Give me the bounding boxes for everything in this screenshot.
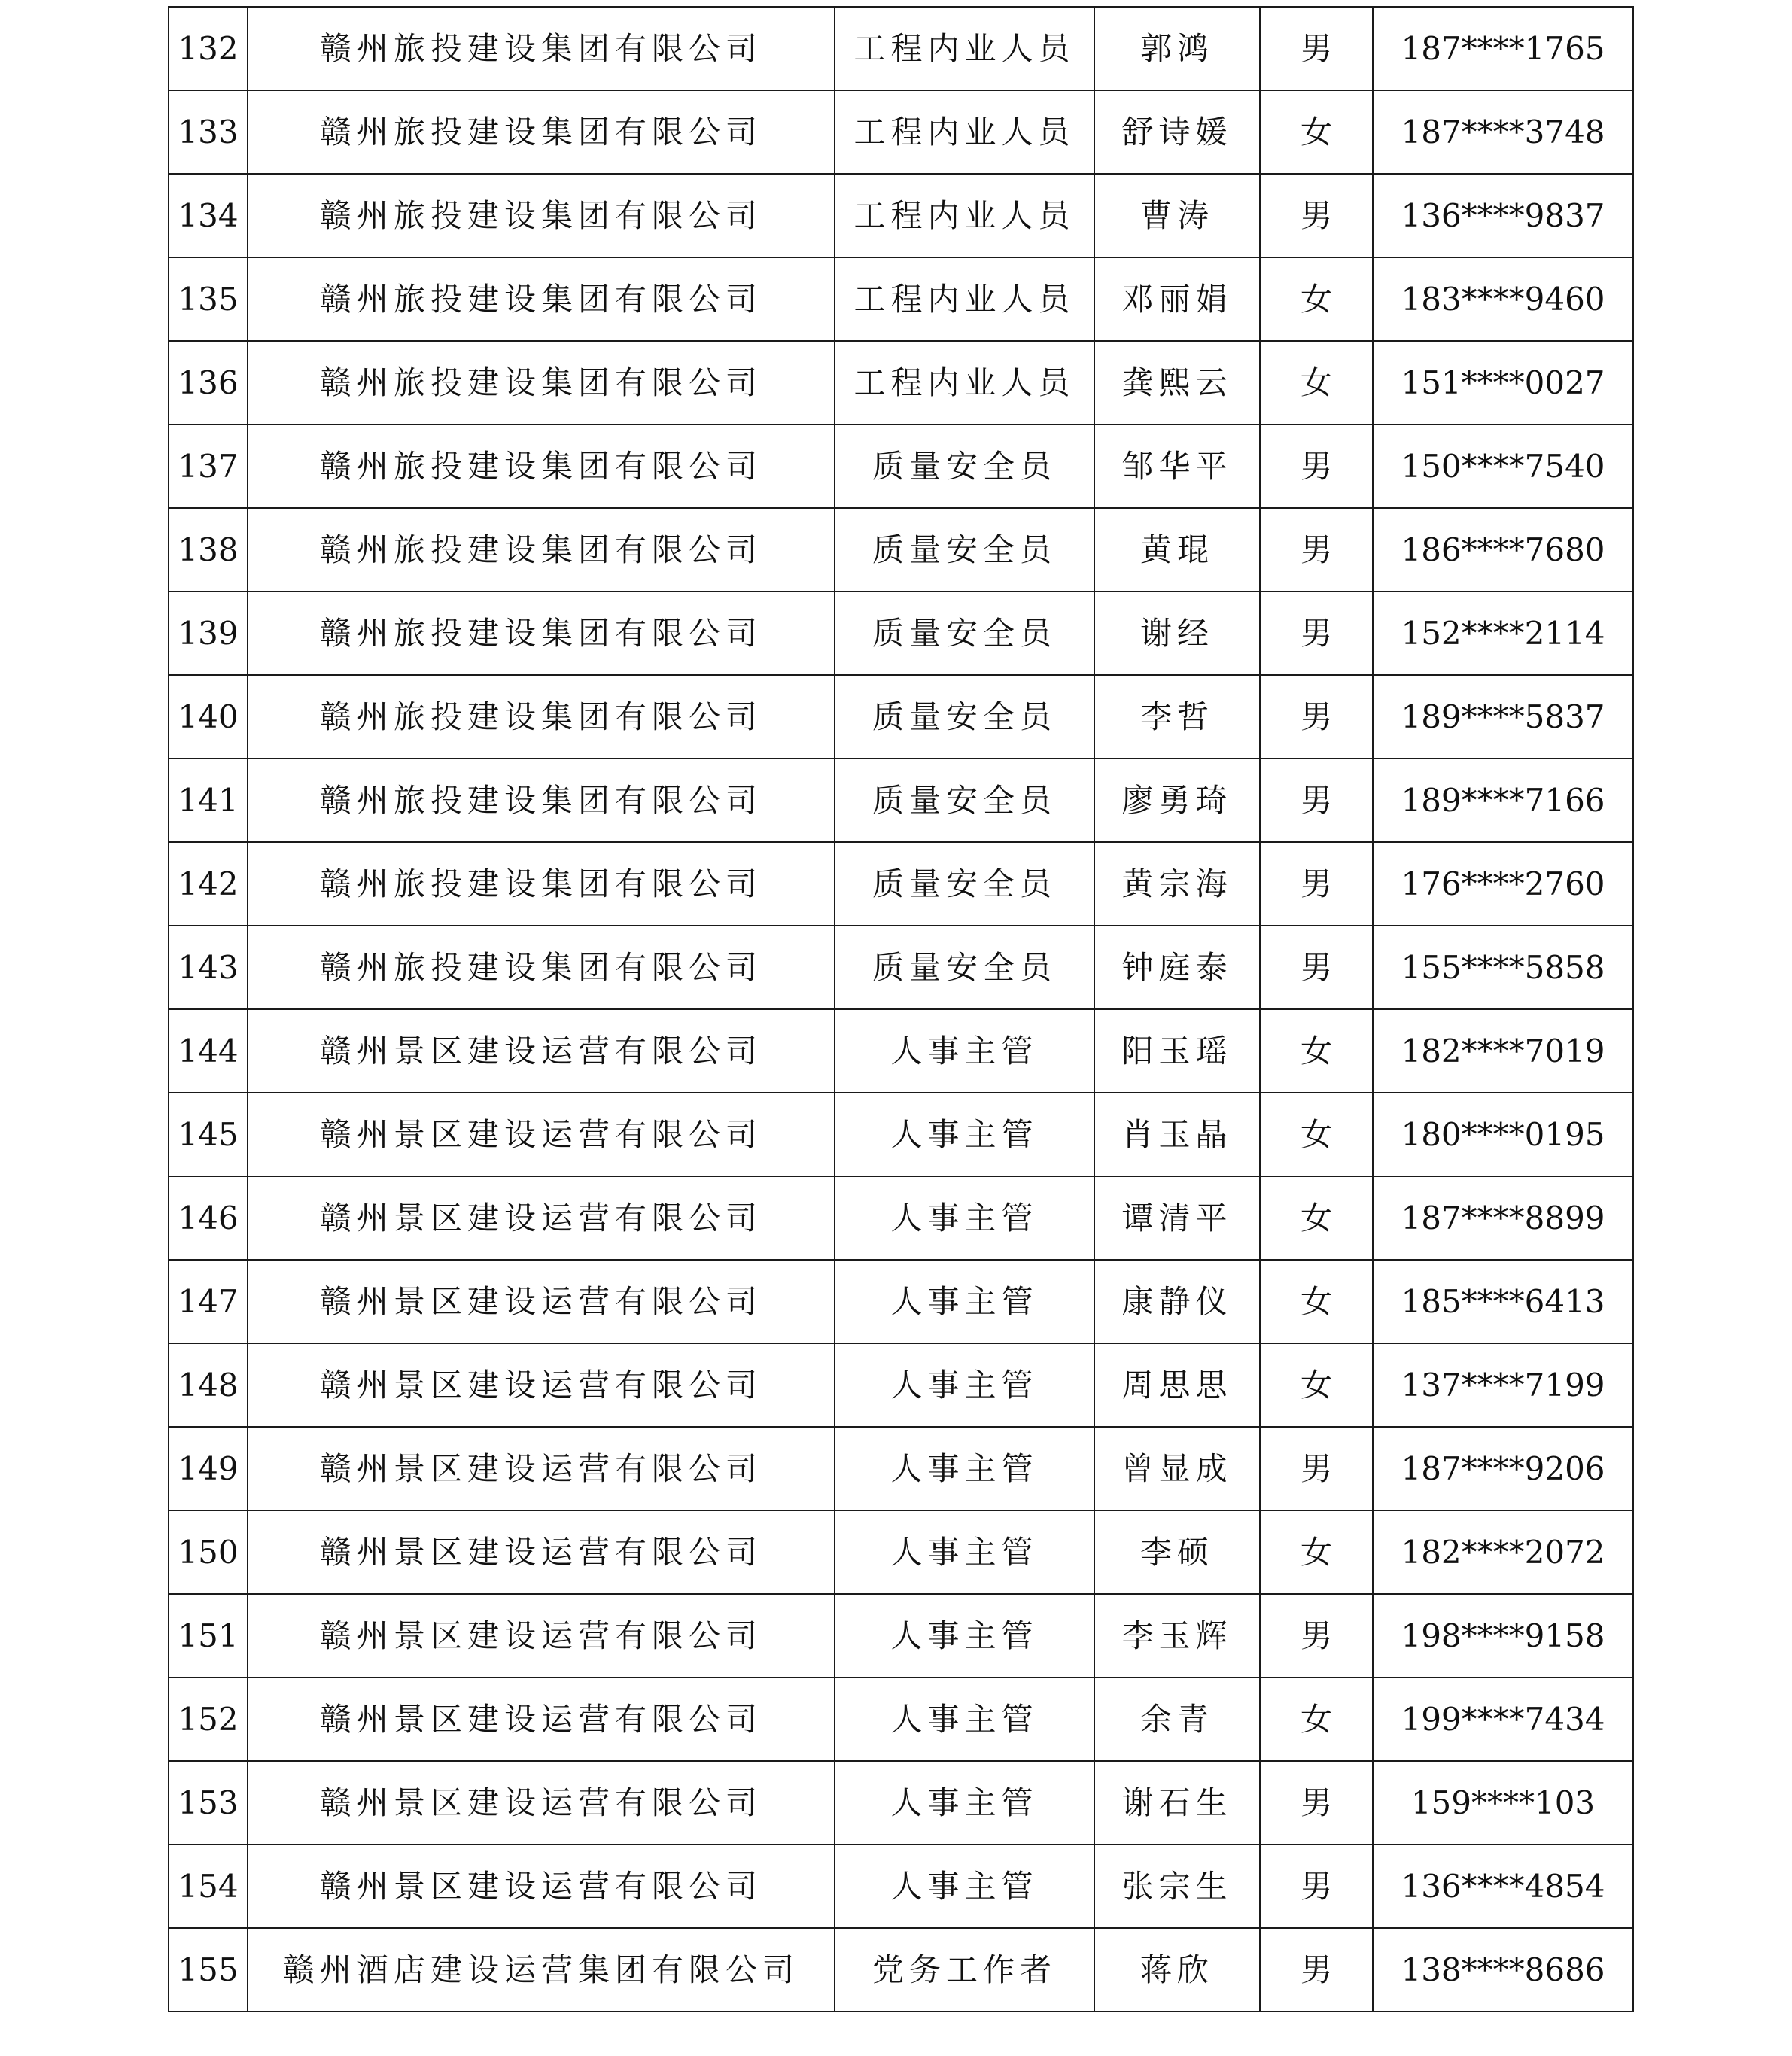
table-row (169, 1176, 1633, 1260)
phone-number-cell: 137****7199 (1373, 1343, 1633, 1427)
row-number-cell: 145 (169, 1093, 248, 1176)
person-name-cell: 谢石生 (1094, 1761, 1260, 1845)
person-name-cell: 周思思 (1094, 1343, 1260, 1427)
phone-number-cell: 180****0195 (1373, 1093, 1633, 1176)
table-row (169, 1427, 1633, 1510)
person-name-cell: 廖勇琦 (1094, 759, 1260, 842)
phone-number-cell: 198****9158 (1373, 1594, 1633, 1677)
table-row (169, 592, 1633, 675)
row-number-cell: 140 (169, 675, 248, 759)
phone-number-cell: 182****2072 (1373, 1510, 1633, 1594)
gender-cell: 男 (1260, 508, 1373, 592)
row-number-cell: 148 (169, 1343, 248, 1427)
company-name-cell: 赣州旅投建设集团有限公司 (248, 759, 835, 842)
position-title-cell: 质量安全员 (835, 675, 1094, 759)
table-row (169, 1260, 1633, 1343)
company-name-cell: 赣州旅投建设集团有限公司 (248, 257, 835, 341)
table-row (169, 90, 1633, 174)
row-number-cell: 153 (169, 1761, 248, 1845)
company-name-cell: 赣州景区建设运营有限公司 (248, 1845, 835, 1928)
company-name-cell: 赣州旅投建设集团有限公司 (248, 7, 835, 90)
person-name-cell: 钟庭泰 (1094, 926, 1260, 1009)
person-name-cell: 阳玉瑶 (1094, 1009, 1260, 1093)
position-title-cell: 质量安全员 (835, 508, 1094, 592)
row-number-cell: 146 (169, 1176, 248, 1260)
person-name-cell: 谭清平 (1094, 1176, 1260, 1260)
phone-number-cell: 150****7540 (1373, 424, 1633, 508)
company-name-cell: 赣州景区建设运营有限公司 (248, 1594, 835, 1677)
position-title-cell: 人事主管 (835, 1093, 1094, 1176)
gender-cell: 男 (1260, 1761, 1373, 1845)
phone-number-cell: 176****2760 (1373, 842, 1633, 926)
company-name-cell: 赣州景区建设运营有限公司 (248, 1260, 835, 1343)
phone-number-cell: 159****103 (1373, 1761, 1633, 1845)
gender-cell: 男 (1260, 424, 1373, 508)
position-title-cell: 人事主管 (835, 1260, 1094, 1343)
gender-cell: 男 (1260, 1845, 1373, 1928)
table-row (169, 1845, 1633, 1928)
table-row (169, 842, 1633, 926)
company-name-cell: 赣州旅投建设集团有限公司 (248, 842, 835, 926)
row-number-cell: 133 (169, 90, 248, 174)
company-name-cell: 赣州景区建设运营有限公司 (248, 1761, 835, 1845)
person-name-cell: 肖玉晶 (1094, 1093, 1260, 1176)
gender-cell: 男 (1260, 842, 1373, 926)
company-name-cell: 赣州景区建设运营有限公司 (248, 1009, 835, 1093)
phone-number-cell: 182****7019 (1373, 1009, 1633, 1093)
phone-number-cell: 189****7166 (1373, 759, 1633, 842)
position-title-cell: 人事主管 (835, 1343, 1094, 1427)
gender-cell: 男 (1260, 926, 1373, 1009)
person-name-cell: 李玉辉 (1094, 1594, 1260, 1677)
gender-cell: 女 (1260, 1343, 1373, 1427)
table-row (169, 508, 1633, 592)
row-number-cell: 149 (169, 1427, 248, 1510)
gender-cell: 女 (1260, 90, 1373, 174)
row-number-cell: 142 (169, 842, 248, 926)
position-title-cell: 人事主管 (835, 1009, 1094, 1093)
gender-cell: 女 (1260, 1510, 1373, 1594)
table-row (169, 675, 1633, 759)
gender-cell: 女 (1260, 1176, 1373, 1260)
position-title-cell: 人事主管 (835, 1510, 1094, 1594)
table-row (169, 1009, 1633, 1093)
company-name-cell: 赣州景区建设运营有限公司 (248, 1176, 835, 1260)
company-name-cell: 赣州旅投建设集团有限公司 (248, 424, 835, 508)
position-title-cell: 工程内业人员 (835, 7, 1094, 90)
position-title-cell: 工程内业人员 (835, 174, 1094, 257)
person-name-cell: 郭鸿 (1094, 7, 1260, 90)
table-row (169, 1761, 1633, 1845)
position-title-cell: 质量安全员 (835, 424, 1094, 508)
gender-cell: 女 (1260, 257, 1373, 341)
gender-cell: 男 (1260, 592, 1373, 675)
gender-cell: 女 (1260, 1009, 1373, 1093)
company-name-cell: 赣州景区建设运营有限公司 (248, 1510, 835, 1594)
phone-number-cell: 151****0027 (1373, 341, 1633, 424)
person-name-cell: 黄宗海 (1094, 842, 1260, 926)
person-name-cell: 李硕 (1094, 1510, 1260, 1594)
row-number-cell: 151 (169, 1594, 248, 1677)
position-title-cell: 人事主管 (835, 1594, 1094, 1677)
company-name-cell: 赣州景区建设运营有限公司 (248, 1343, 835, 1427)
phone-number-cell: 185****6413 (1373, 1260, 1633, 1343)
table-row (169, 1093, 1633, 1176)
table-row (169, 174, 1633, 257)
person-name-cell: 李哲 (1094, 675, 1260, 759)
company-name-cell: 赣州旅投建设集团有限公司 (248, 926, 835, 1009)
position-title-cell: 人事主管 (835, 1761, 1094, 1845)
position-title-cell: 党务工作者 (835, 1928, 1094, 2012)
phone-number-cell: 136****9837 (1373, 174, 1633, 257)
row-number-cell: 147 (169, 1260, 248, 1343)
company-name-cell: 赣州酒店建设运营集团有限公司 (248, 1928, 835, 2012)
person-name-cell: 邹华平 (1094, 424, 1260, 508)
position-title-cell: 工程内业人员 (835, 341, 1094, 424)
person-name-cell: 黄琨 (1094, 508, 1260, 592)
company-name-cell: 赣州景区建设运营有限公司 (248, 1677, 835, 1761)
position-title-cell: 工程内业人员 (835, 90, 1094, 174)
table-row (169, 1510, 1633, 1594)
position-title-cell: 工程内业人员 (835, 257, 1094, 341)
table-body (169, 7, 1633, 2012)
phone-number-cell: 136****4854 (1373, 1845, 1633, 1928)
table-row (169, 759, 1633, 842)
phone-number-cell: 199****7434 (1373, 1677, 1633, 1761)
company-name-cell: 赣州旅投建设集团有限公司 (248, 675, 835, 759)
phone-number-cell: 187****8899 (1373, 1176, 1633, 1260)
row-number-cell: 143 (169, 926, 248, 1009)
company-name-cell: 赣州景区建设运营有限公司 (248, 1427, 835, 1510)
table-row (169, 7, 1633, 90)
person-name-cell: 康静仪 (1094, 1260, 1260, 1343)
gender-cell: 女 (1260, 341, 1373, 424)
row-number-cell: 154 (169, 1845, 248, 1928)
row-number-cell: 152 (169, 1677, 248, 1761)
person-name-cell: 舒诗媛 (1094, 90, 1260, 174)
table-row (169, 1594, 1633, 1677)
phone-number-cell: 155****5858 (1373, 926, 1633, 1009)
gender-cell: 男 (1260, 7, 1373, 90)
company-name-cell: 赣州旅投建设集团有限公司 (248, 341, 835, 424)
table-row (169, 424, 1633, 508)
position-title-cell: 人事主管 (835, 1677, 1094, 1761)
row-number-cell: 132 (169, 7, 248, 90)
row-number-cell: 135 (169, 257, 248, 341)
person-name-cell: 张宗生 (1094, 1845, 1260, 1928)
phone-number-cell: 187****1765 (1373, 7, 1633, 90)
table-row (169, 1343, 1633, 1427)
phone-number-cell: 187****3748 (1373, 90, 1633, 174)
person-name-cell: 邓丽娟 (1094, 257, 1260, 341)
position-title-cell: 人事主管 (835, 1845, 1094, 1928)
position-title-cell: 质量安全员 (835, 926, 1094, 1009)
gender-cell: 男 (1260, 1928, 1373, 2012)
applicant-table (168, 6, 1634, 2012)
position-title-cell: 质量安全员 (835, 759, 1094, 842)
gender-cell: 女 (1260, 1260, 1373, 1343)
phone-number-cell: 186****7680 (1373, 508, 1633, 592)
phone-number-cell: 189****5837 (1373, 675, 1633, 759)
row-number-cell: 136 (169, 341, 248, 424)
gender-cell: 女 (1260, 1677, 1373, 1761)
person-name-cell: 曹涛 (1094, 174, 1260, 257)
gender-cell: 男 (1260, 1427, 1373, 1510)
table-row (169, 341, 1633, 424)
company-name-cell: 赣州景区建设运营有限公司 (248, 1093, 835, 1176)
row-number-cell: 138 (169, 508, 248, 592)
company-name-cell: 赣州旅投建设集团有限公司 (248, 90, 835, 174)
position-title-cell: 人事主管 (835, 1176, 1094, 1260)
table-row (169, 926, 1633, 1009)
gender-cell: 男 (1260, 1594, 1373, 1677)
row-number-cell: 155 (169, 1928, 248, 2012)
person-name-cell: 龚熙云 (1094, 341, 1260, 424)
row-number-cell: 134 (169, 174, 248, 257)
company-name-cell: 赣州旅投建设集团有限公司 (248, 508, 835, 592)
position-title-cell: 质量安全员 (835, 592, 1094, 675)
phone-number-cell: 152****2114 (1373, 592, 1633, 675)
person-name-cell: 余青 (1094, 1677, 1260, 1761)
person-name-cell: 谢经 (1094, 592, 1260, 675)
row-number-cell: 144 (169, 1009, 248, 1093)
row-number-cell: 141 (169, 759, 248, 842)
table-row (169, 1928, 1633, 2012)
row-number-cell: 150 (169, 1510, 248, 1594)
company-name-cell: 赣州旅投建设集团有限公司 (248, 174, 835, 257)
company-name-cell: 赣州旅投建设集团有限公司 (248, 592, 835, 675)
table-row (169, 257, 1633, 341)
position-title-cell: 质量安全员 (835, 842, 1094, 926)
gender-cell: 男 (1260, 759, 1373, 842)
gender-cell: 男 (1260, 675, 1373, 759)
position-title-cell: 人事主管 (835, 1427, 1094, 1510)
table-row (169, 1677, 1633, 1761)
person-name-cell: 曾显成 (1094, 1427, 1260, 1510)
phone-number-cell: 183****9460 (1373, 257, 1633, 341)
gender-cell: 男 (1260, 174, 1373, 257)
phone-number-cell: 187****9206 (1373, 1427, 1633, 1510)
row-number-cell: 139 (169, 592, 248, 675)
phone-number-cell: 138****8686 (1373, 1928, 1633, 2012)
row-number-cell: 137 (169, 424, 248, 508)
gender-cell: 女 (1260, 1093, 1373, 1176)
person-name-cell: 蒋欣 (1094, 1928, 1260, 2012)
